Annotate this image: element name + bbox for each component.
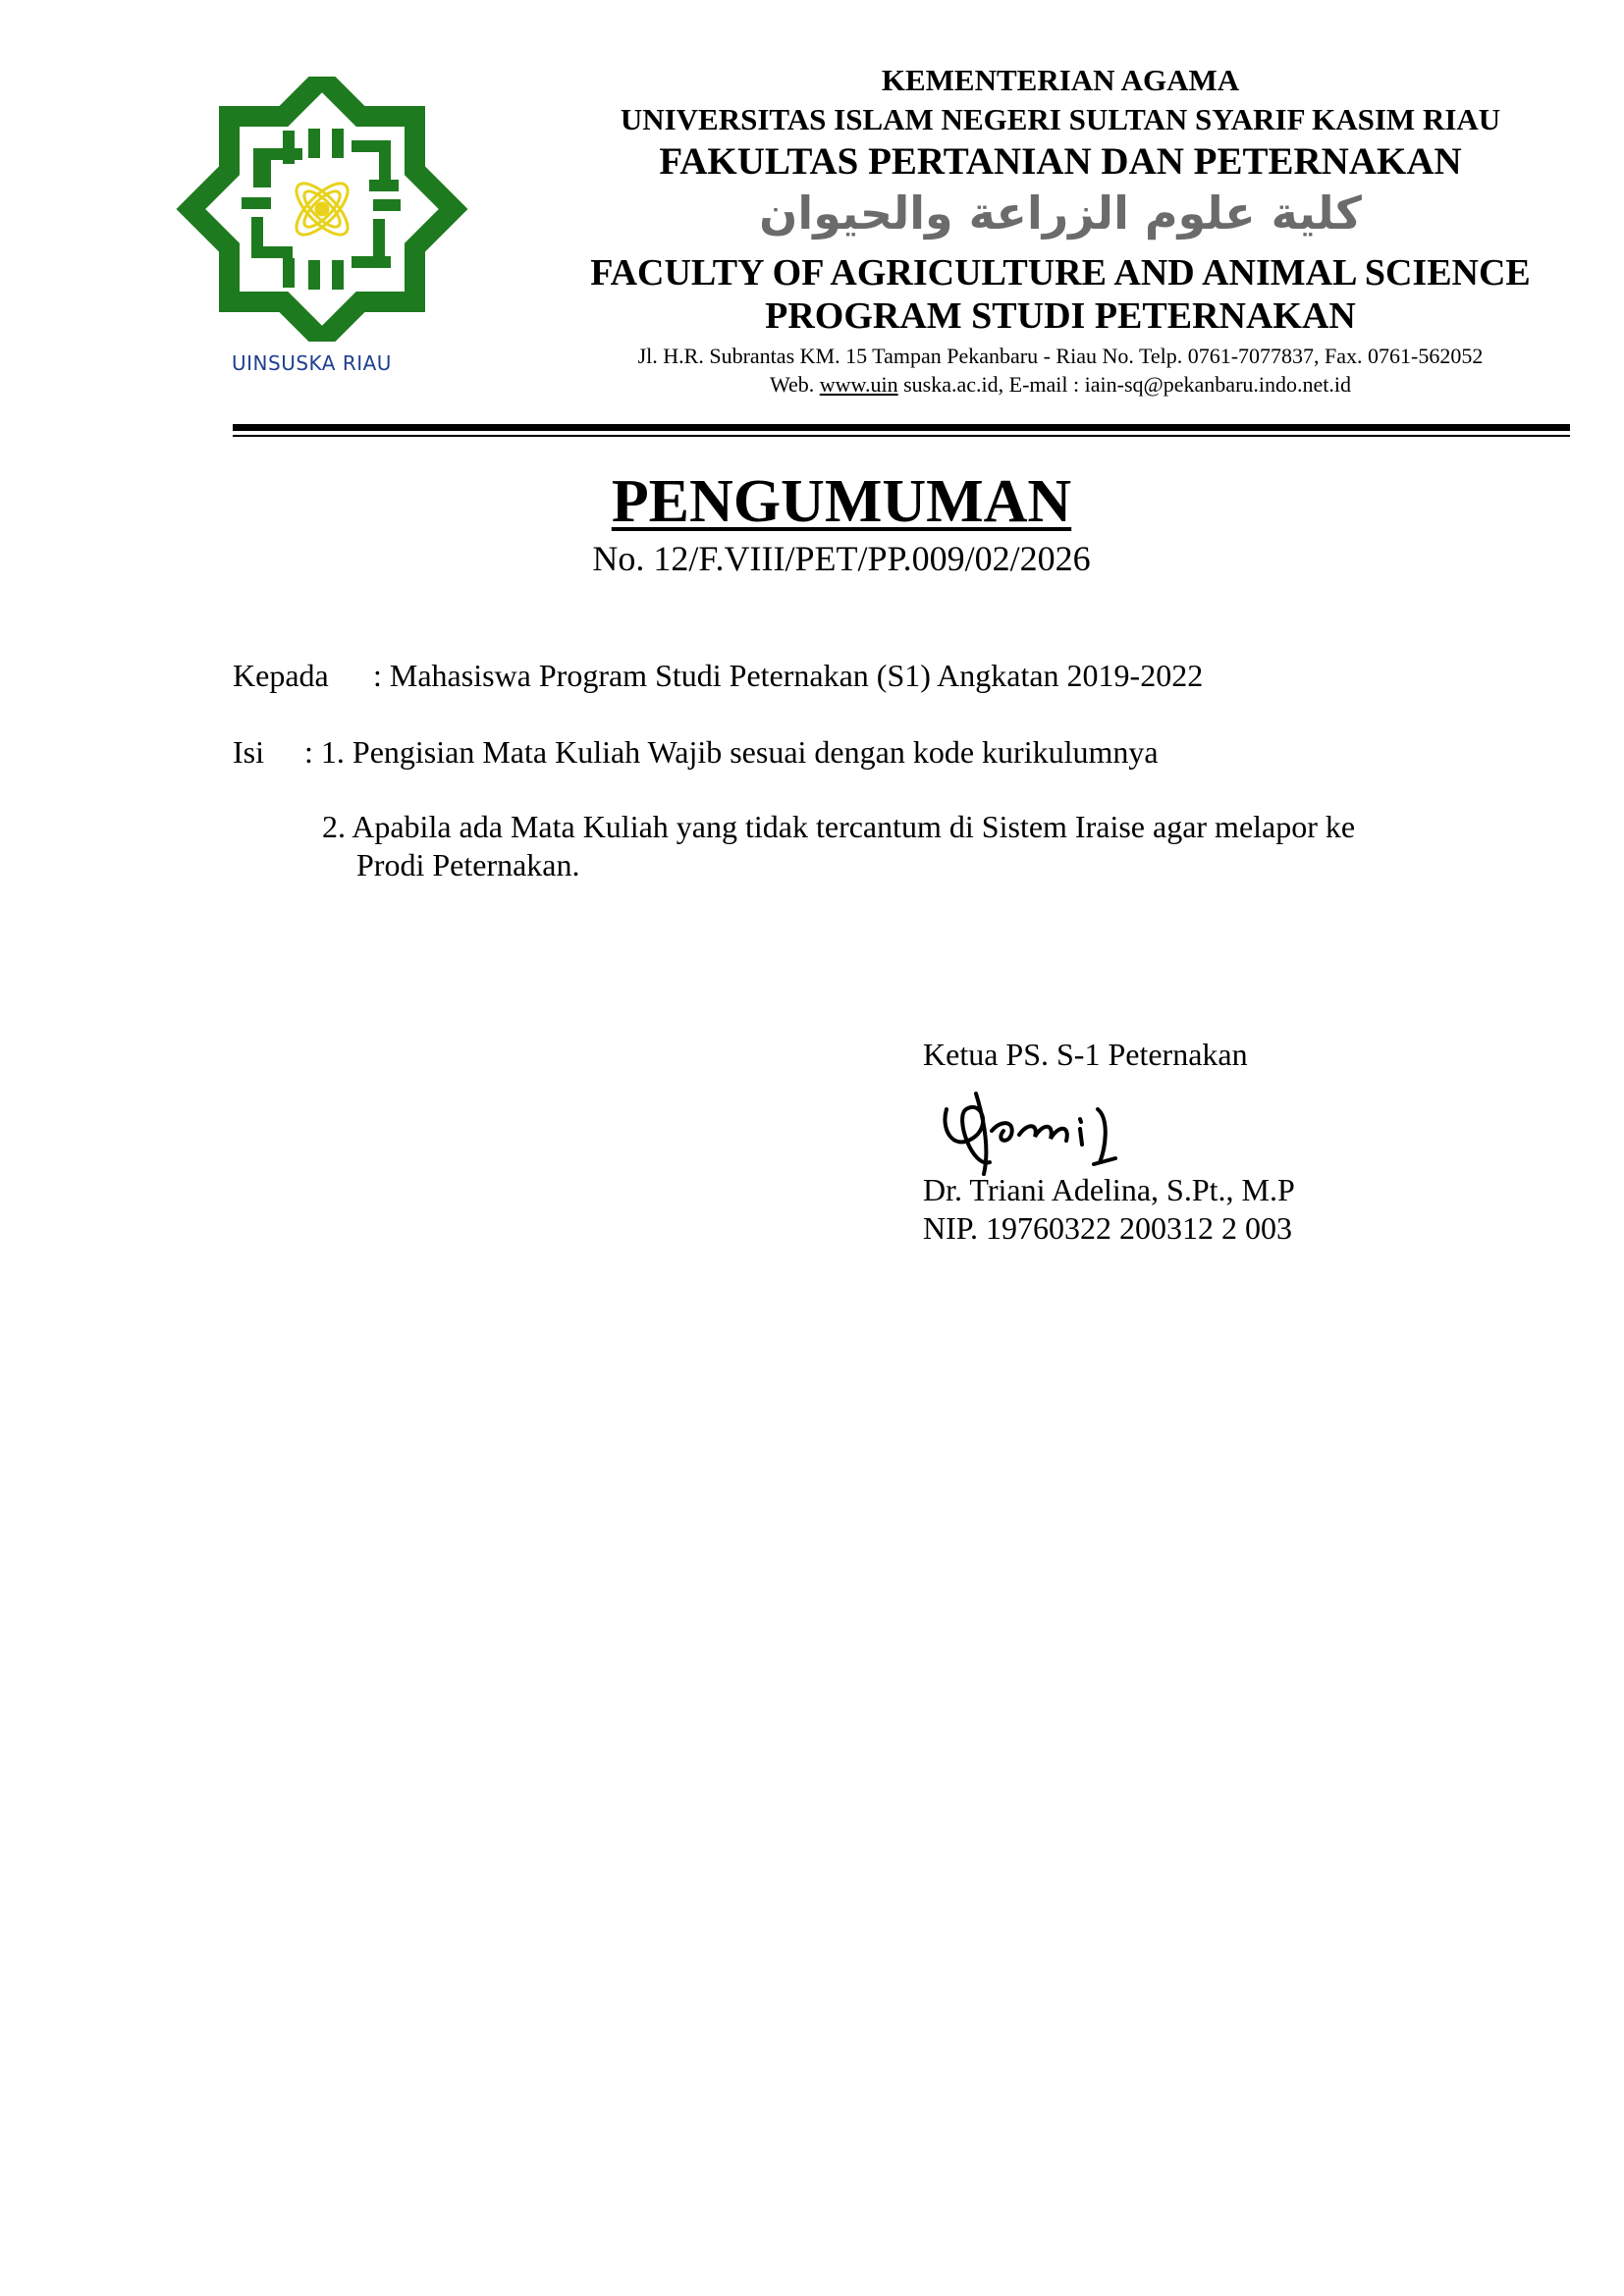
to-value: : Mahasiswa Program Studi Peternakan (S1) Angkatan 2019-2022 [373, 658, 1204, 693]
web-label: Web. [769, 372, 820, 397]
faculty-name-english: FACULTY OF AGRICULTURE AND ANIMAL SCIENCE [590, 252, 1531, 294]
to-label: Kepada [233, 658, 329, 693]
university-emblem-icon [165, 77, 479, 342]
faculty-name: FAKULTAS PERTANIAN DAN PETERNAKAN [659, 140, 1462, 183]
handwritten-signature-icon [933, 1080, 1178, 1178]
faculty-name-arabic: كلية علوم الزراعة والحيوان [759, 187, 1362, 240]
web-rest: suska.ac.id, E-mail : iain-sq@pekanbaru.indo.net.id [897, 372, 1351, 397]
content-item-1: : 1. Pengisian Mata Kuliah Wajib sesuai dengan kode kurikulumnya [304, 734, 1159, 770]
website-link[interactable]: www.uin [819, 372, 898, 397]
announcement-title-text: PENGUMUMAN [611, 468, 1072, 535]
content-label: Isi [233, 734, 264, 770]
header-rule-thick [233, 424, 1570, 431]
announcement-number: No. 12/F.VIII/PET/PP.009/02/2026 [592, 539, 1091, 578]
announcement-title [233, 467, 1450, 537]
content-item-2-line-1: 2. Apabila ada Mata Kuliah yang tidak tercantum di Sistem Iraise agar melapor ke [322, 809, 1356, 844]
signatory-position: Ketua PS. S-1 Peternakan [923, 1037, 1248, 1072]
program-name: PROGRAM STUDI PETERNAKAN [765, 295, 1356, 337]
ministry-name: KEMENTERIAN AGAMA [881, 63, 1240, 97]
university-logo [165, 77, 479, 375]
signatory-name: Dr. Triani Adelina, S.Pt., M.P [923, 1172, 1295, 1207]
address-line: Jl. H.R. Subrantas KM. 15 Tampan Pekanbaru - Riau No. Telp. 0761-7077837, Fax. 0761-562052 [637, 344, 1484, 368]
logo-caption: UINSUSKA RIAU [232, 351, 392, 375]
content-item-2-line-2: Prodi Peternakan. [356, 847, 580, 882]
web-email-line [550, 372, 1571, 398]
signatory-nip: NIP. 19760322 200312 2 003 [923, 1210, 1293, 1246]
signature-image [933, 1080, 1178, 1178]
university-name: UNIVERSITAS ISLAM NEGERI SULTAN SYARIF KASIM RIAU [620, 102, 1501, 136]
header-rule-thin [233, 435, 1570, 437]
